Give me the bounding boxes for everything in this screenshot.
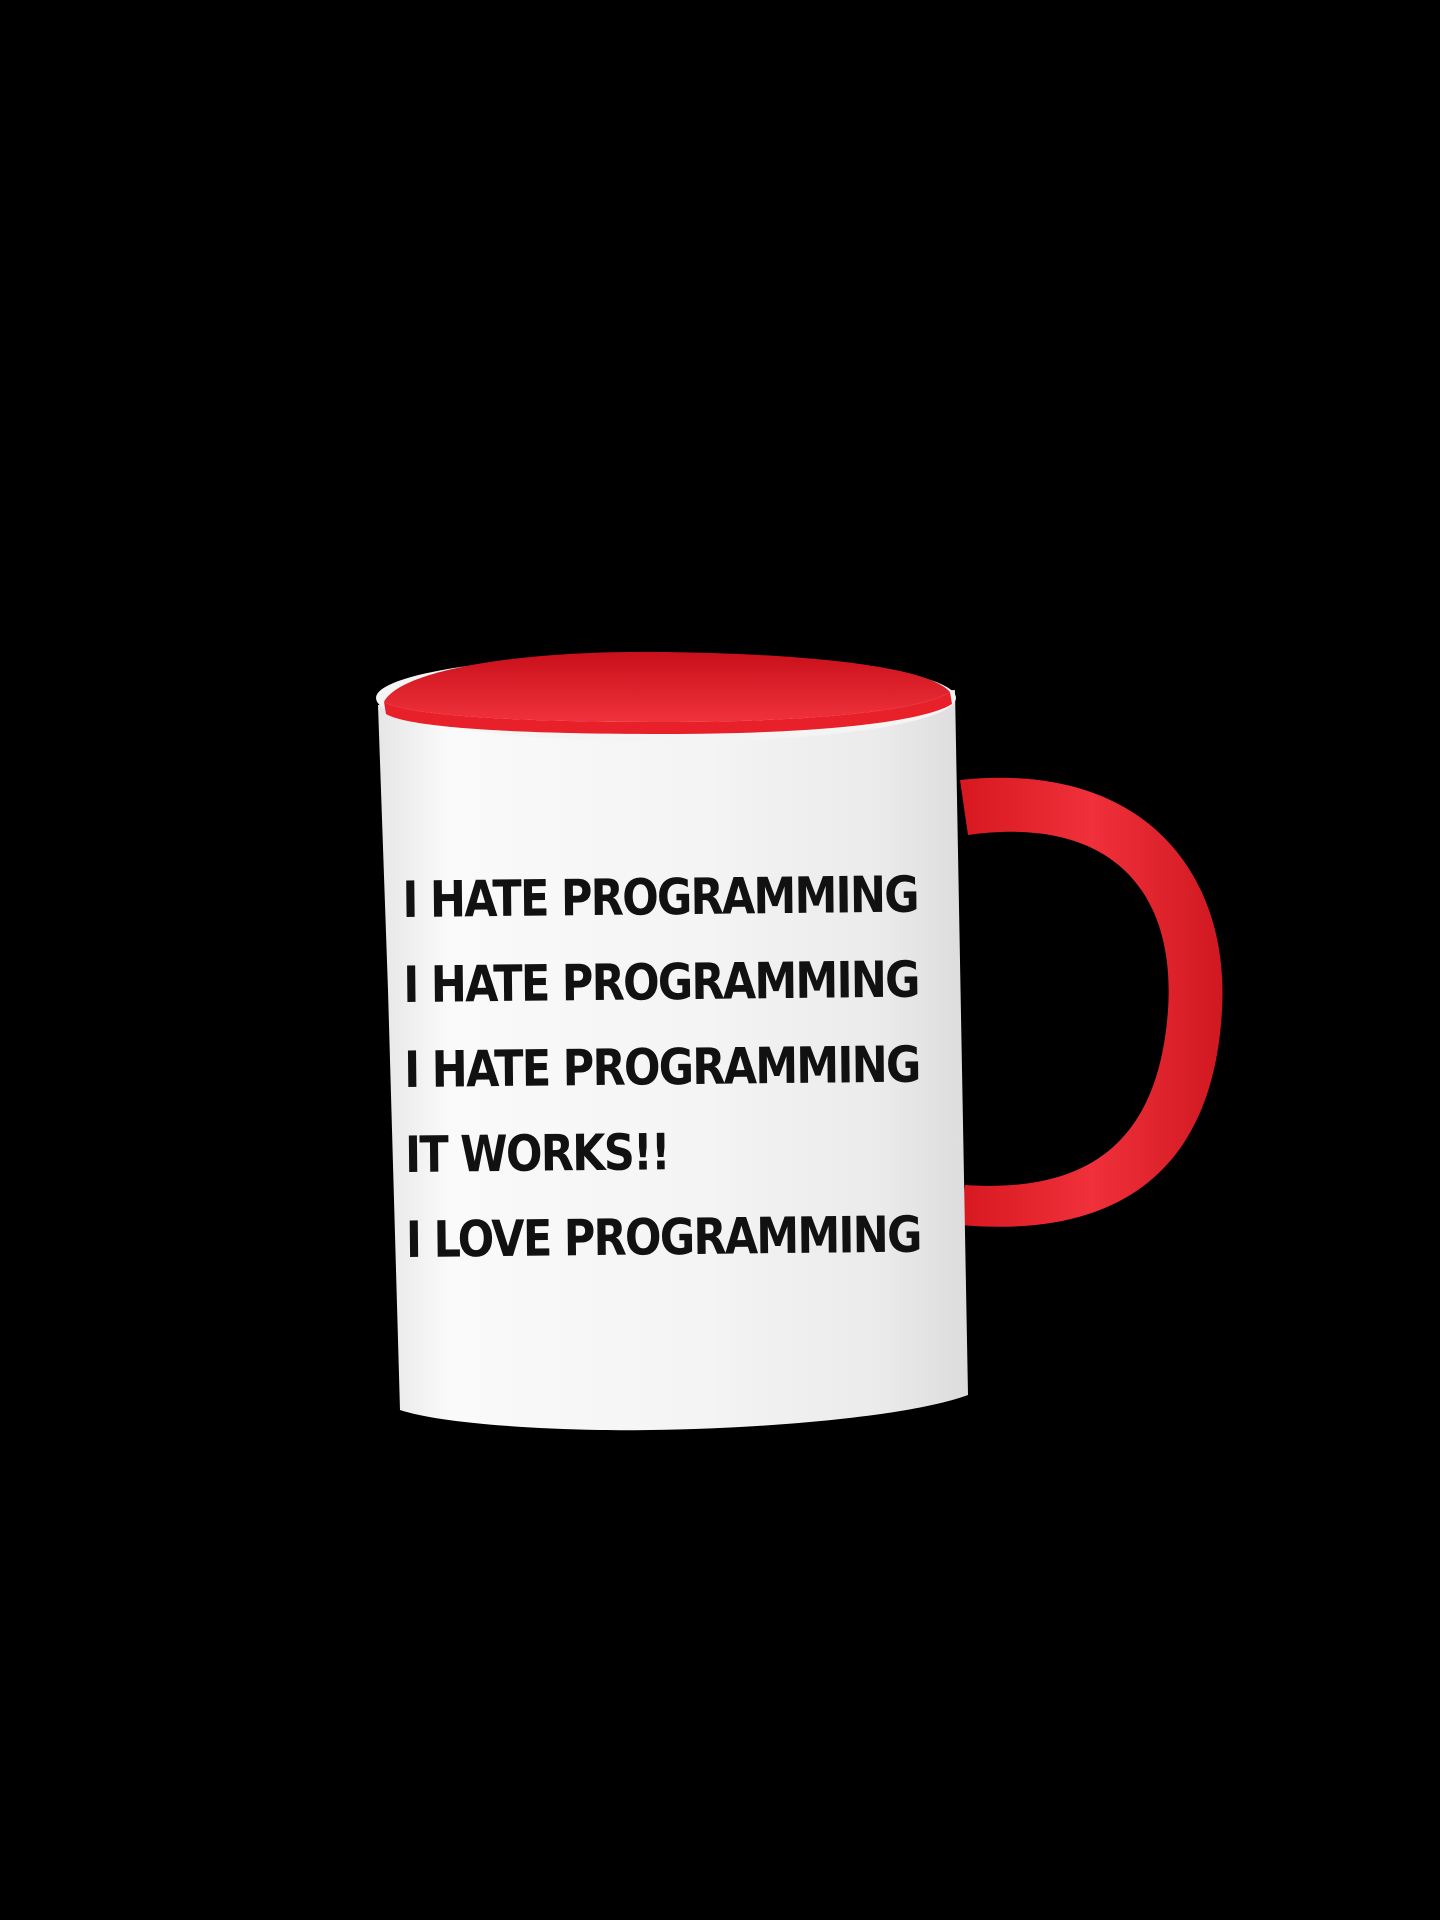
print-line-4: IT WORKS!! (404, 1123, 670, 1184)
mug-interior (384, 652, 950, 722)
print-line-2: I HATE PROGRAMMING (403, 950, 919, 1014)
print-line-3: I HATE PROGRAMMING (403, 1035, 920, 1099)
print-line-1: I HATE PROGRAMMING (402, 865, 919, 929)
mug-print-text (402, 852, 946, 1283)
print-line-5: I LOVE PROGRAMMING (405, 1205, 921, 1269)
mug-handle (960, 778, 1223, 1227)
